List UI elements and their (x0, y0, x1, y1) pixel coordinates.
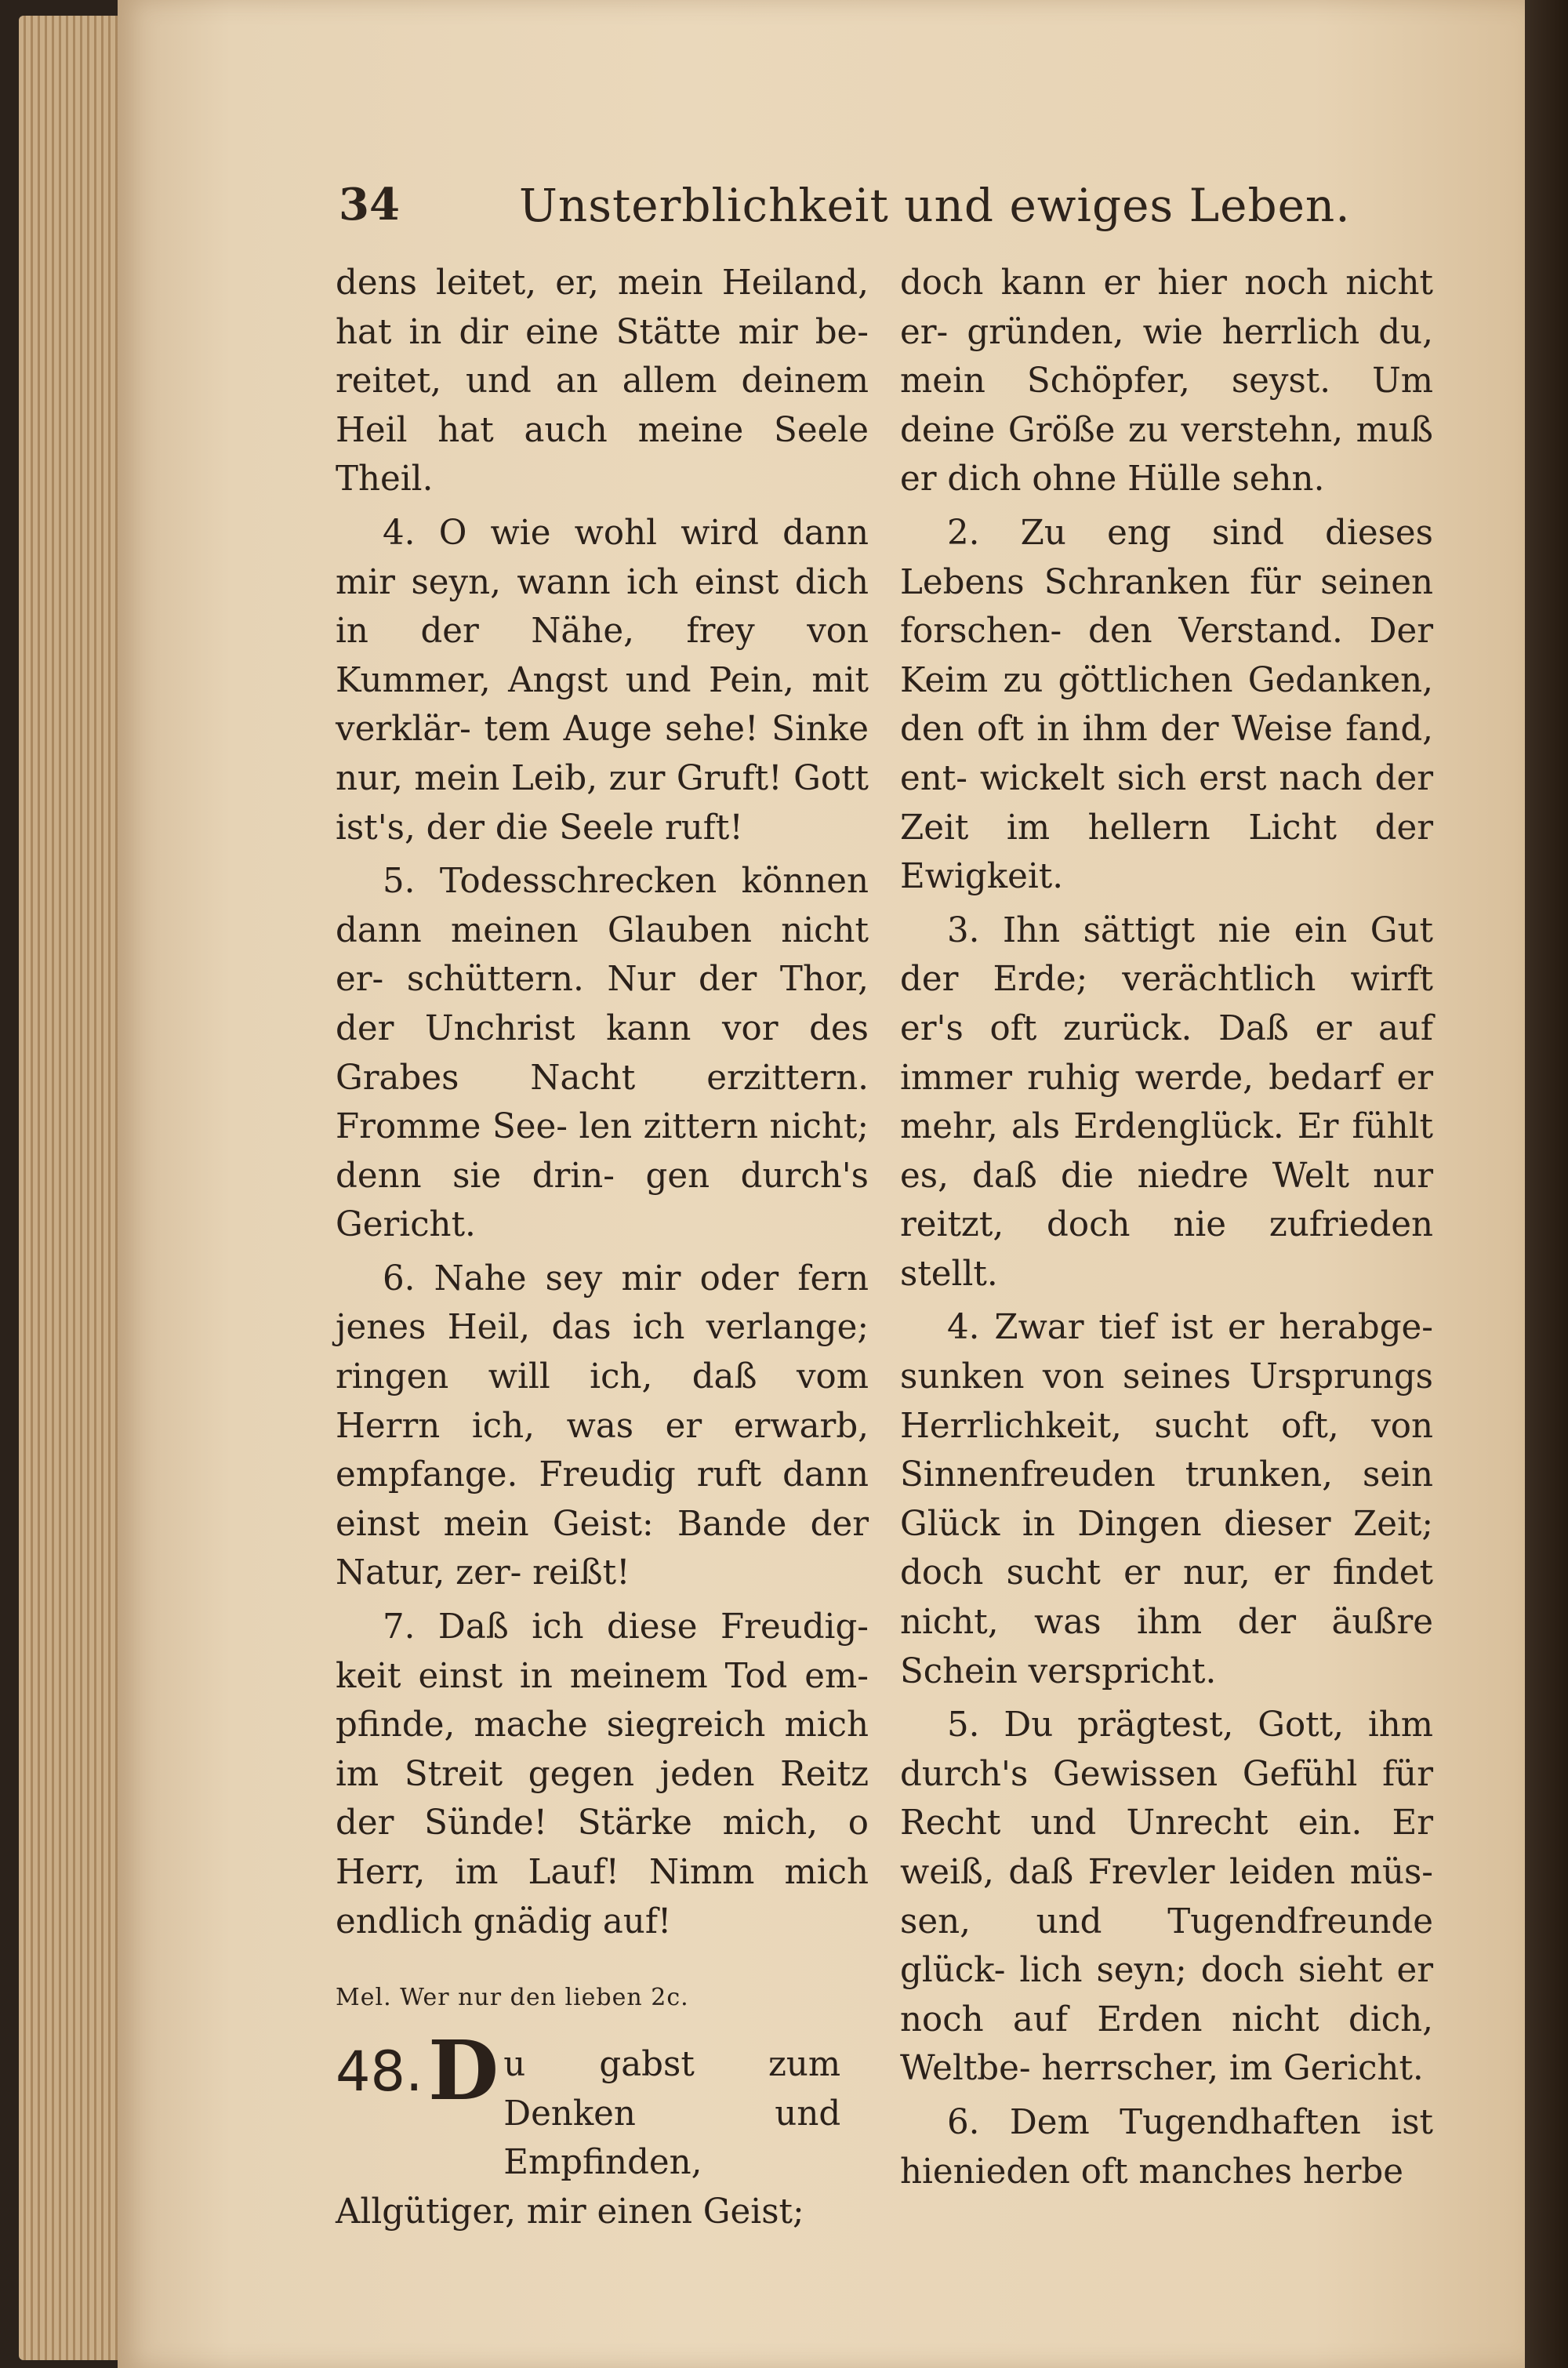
right-paragraph: doch kann er hier noch nicht er- gründen, wie herrlich du, mein Schöpfer, seyst. Um deine Größe zu verstehn, muß er dich ohne Hülle sehn. (900, 263, 1433, 499)
dropcap: D (428, 2022, 499, 2119)
verse-7: 7. Daß ich diese Freudig- keit einst in meinem Tod em- pfinde, mache siegreich mich im Streit gegen jeden Reitz der Sünde! Stärke mich, o Herr, im Lauf! Nimm mich endlich gnädig auf! (336, 1607, 869, 1941)
hymn-number: 48. (336, 2039, 423, 2105)
left-column (336, 259, 869, 2237)
left-paragraph: dens leitet, er, mein Heiland, hat in dir eine Stätte mir be- reitet, und an allem deinem Heil hat auch meine Seele Theil. (336, 263, 869, 499)
right-column (900, 259, 1433, 2196)
page-number: 34 (339, 179, 400, 231)
hymn-verse-6: 6. Dem Tugendhaften ist hienieden oft manches herbe (900, 2102, 1433, 2192)
book-cover-edge (1525, 0, 1568, 2368)
melody-note: Mel. Wer nur den lieben 2c. (336, 1984, 689, 2012)
verse-4: 4. O wie wohl wird dann mir seyn, wann ich einst dich in der Nähe, frey von Kummer, Angst und Pein, mit verklär- tem Auge sehe! Sinke nur, mein Leib, zur Gruft! Gott ist's, der die Seele ruft! (336, 513, 869, 848)
hymn-verse-5: 5. Du prägtest, Gott, ihm durch's Gewissen Gefühl für Recht und Unrecht ein. Er weiß, daß Frevler leiden müs- sen, und Tugendfreunde glück- lich seyn; doch sieht er noch auf Erden nicht dich, Weltbe- herrscher, im Gericht. (900, 1705, 1433, 2089)
running-title: Unsterblichkeit und ewiges Leben. (519, 179, 1351, 232)
hymn-verse-3: 3. Ihn sättigt nie ein Gut der Erde; verächtlich wirft er's oft zurück. Daß er auf immer ruhig werde, bedarf er mehr, als Erdenglück. Er fühlt es, daß die niedre Welt nur reitzt, doch nie zufrieden stellt. (900, 910, 1433, 1294)
page-header (339, 179, 1452, 249)
verse-5: 5. Todesschrecken können dann meinen Glauben nicht er- schüttern. Nur der Thor, der Unchrist kann vor des Grabes Nacht erzittern. Fromme See- len zittern nicht; denn sie drin- gen durch's Gericht. (336, 862, 869, 1245)
verse-6: 6. Nahe sey mir oder fern jenes Heil, das ich verlange; ringen will ich, daß vom Herrn ich, was er erwarb, empfange. Freudig ruft dann einst mein Geist: Bande der Natur, zer- reißt! (336, 1258, 869, 1593)
hymn-verse-4: 4. Zwar tief ist er herabge- sunken von seines Ursprungs Herrlichkeit, sucht oft, von Sinnenfreuden trunken, sein Glück in Dingen dieser Zeit; doch sucht er nur, er findet nicht, was ihm der äußre Schein verspricht. (900, 1308, 1433, 1691)
hymn-second-line: Allgütiger, mir einen Geist; (336, 2192, 804, 2232)
hymn-verse-2: 2. Zu eng sind dieses Lebens Schranken für seinen forschen- den Verstand. Der Keim zu göttlichen Gedanken, den oft in ihm der Weise fand, ent- wickelt sich erst nach der Zeit im hellern Licht der Ewigkeit. (900, 513, 1433, 897)
hymn-48-start (336, 2022, 869, 2188)
hymn-first-line: u gabst zum Denken und Empfinden, (503, 2045, 841, 2183)
